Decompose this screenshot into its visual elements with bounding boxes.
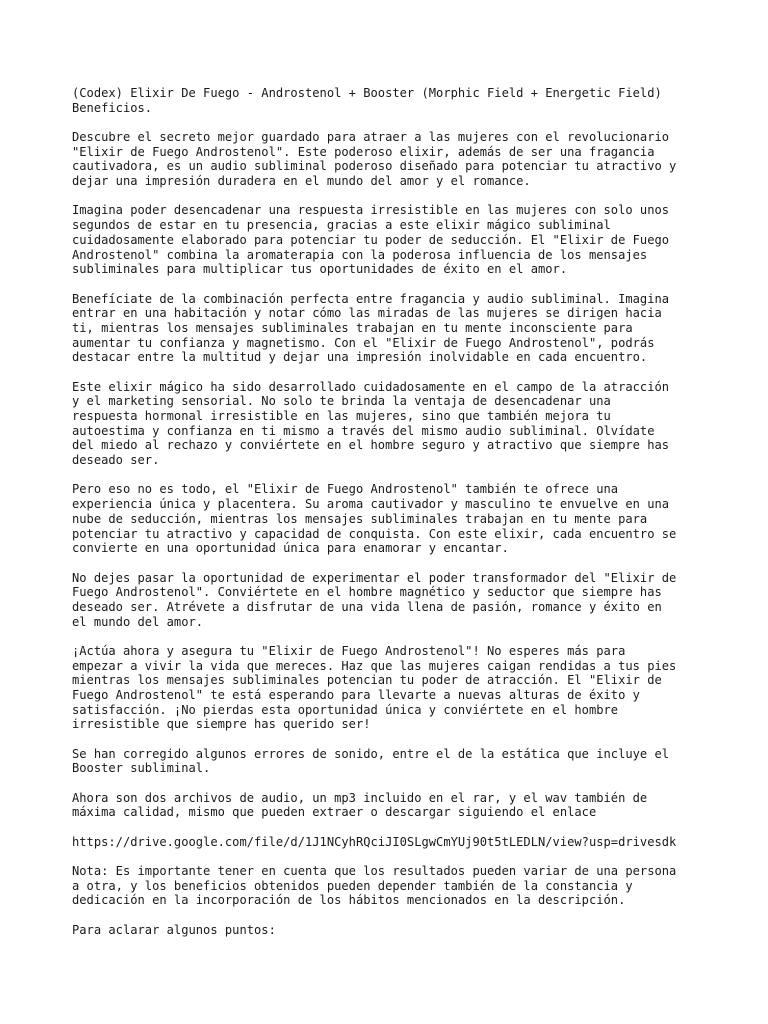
paragraph: Imagina poder desencadenar una respuesta irresistible en las mujeres con solo unos segundos de estar en tu presencia, gracias a este elixir mágico subliminal cuidadosamente elaborado para potenciar tu poder de seducción. El "Elixir de Fuego Androstenol" combina la aromaterapia con la poderosa influencia de los mensajes subliminales para multiplicar tus oportunidades de éxito en el amor. — [72, 203, 670, 277]
paragraph: Este elixir mágico ha sido desarrollado cuidadosamente en el campo de la atracción y el marketing sensorial. No solo te brinda la ventaja de desencadenar una respuesta hormonal irresistible en las mujeres, sino que también mejora tu autoestima y confianza en ti mismo a través del mismo audio subliminal. Olvídate del miedo al rechazo y conviértete en el hombre seguro y atractivo que siempre has deseado ser. — [72, 379, 670, 468]
paragraph: ¡Actúa ahora y asegura tu "Elixir de Fuego Androstenol"! No esperes más para empezar a vivir la vida que mereces. Haz que las mujeres caigan rendidas a tus pies mientras los mensajes subliminales potencian tu poder de atracción. El "Elixir de Fuego Androstenol" te está esperando para llevarte a nuevas alturas de éxito y satisfacción. ¡No pierdas esta oportunidad única y conviértete en el hombre irresistible que siempre has querido ser! — [72, 643, 677, 732]
paragraph: Ahora son dos archivos de audio, un mp3 incluido en el rar, y el wav también de máxima calidad, mismo que pueden extraer o descargar siguiendo el enlace — [72, 790, 648, 820]
paragraph-note: Nota: Es importante tener en cuenta que los resultados pueden variar de una persona a otra, y los beneficios obtenidos pueden depender también de la constancia y dedicación en la incorporación de los hábitos mencionados en la descripción. — [72, 864, 677, 908]
paragraph: Pero eso no es todo, el "Elixir de Fuego Androstenol" también te ofrece una experiencia única y placentera. Su aroma cautivador y masculino te envuelve en una nube de seducción, mientras los mensajes subliminales trabajan en tu mente para potenciar tu atractivo y capacidad de conquista. Con este elixir, cada encuentro se convierte en una oportunidad única para enamorar y encantar. — [72, 482, 677, 556]
paragraph: Se han corregido algunos errores de sonido, entre el de la estática que incluye el Booster subliminal. — [72, 746, 670, 776]
paragraph-title: (Codex) Elixir De Fuego - Androstenol + Booster (Morphic Field + Energetic Field) Beneficios. — [72, 86, 662, 115]
download-link[interactable]: https://drive.google.com/file/d/1J1NCyhRQciJI0SLgwCmYUj90t5tLEDLN/view?usp=drivesdk — [72, 834, 677, 849]
paragraph: Benefíciate de la combinación perfecta entre fragancia y audio subliminal. Imagina entrar en una habitación y notar cómo las miradas de las mujeres se dirigen hacia ti, mientras los mensajes subliminales trabajan en tu mente inconsciente para aumentar tu confianza y magnetismo. Con el "Elixir de Fuego Androstenol", podrás destacar entre la multitud y dejar una impresión inolvidable en cada encuentro. — [72, 291, 670, 365]
document-body — [72, 86, 712, 952]
paragraph: No dejes pasar la oportunidad de experimentar el poder transformador del "Elixir de Fuego Androstenol". Conviértete en el hombre magnético y seductor que siempre has deseado ser. Atrévete a disfrutar de una vida llena de pasión, romance y éxito en el mundo del amor. — [72, 570, 677, 629]
paragraph: Para aclarar algunos puntos: — [72, 922, 276, 937]
paragraph-intro: Descubre el secreto mejor guardado para atraer a las mujeres con el revolucionario "Elixir de Fuego Androstenol". Este poderoso elixir, además de ser una fragancia cautivadora, es un audio subliminal poderoso diseñado para potenciar tu atractivo y dejar una impresión duradera en el mundo del amor y el romance. — [72, 130, 677, 189]
